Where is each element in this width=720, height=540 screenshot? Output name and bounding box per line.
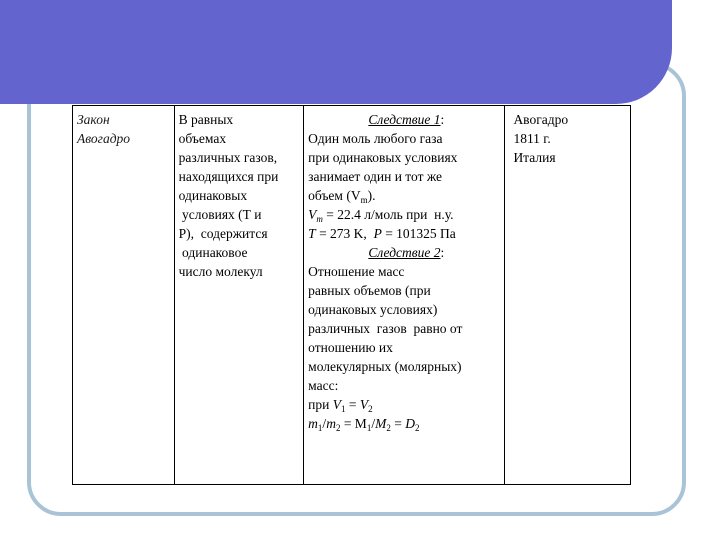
consequence-line: объем $(V_m)$.	[308, 188, 376, 205]
mass-ratio-formula: $m_1/m_2 = M_1/M_2 = D_2$	[308, 416, 420, 433]
consequence-line: масс:	[308, 378, 339, 393]
law-name-cell	[73, 106, 175, 484]
consequence-line: одинаковых условиях)	[308, 302, 438, 317]
consequence-line: отношению их	[308, 340, 393, 355]
law-statement-cell	[175, 106, 305, 484]
consequence-line: занимает один и тот же	[308, 169, 443, 184]
consequence-line: при одинаковых условиях	[308, 150, 458, 165]
consequence-2-title: Следствие 2:	[368, 245, 445, 260]
statement-line: В равных	[178, 112, 234, 127]
normal-conditions-line: T = 273 K, P = 101325 Па	[308, 226, 456, 241]
statement-line: число молекул	[178, 264, 263, 279]
statement-line: одинаковых	[178, 188, 248, 203]
discovery-info-cell	[505, 106, 630, 484]
consequence-line: Отношение масс	[308, 264, 405, 279]
consequence-line: Один моль любого газа	[308, 131, 443, 146]
avogadro-table	[72, 105, 631, 485]
consequences-cell	[304, 106, 505, 484]
title-bar	[0, 0, 672, 104]
author-name: Авогадро	[513, 112, 569, 127]
consequence-line: различных газов равно от	[308, 321, 463, 336]
statement-line: различных газов,	[178, 150, 278, 165]
statement-line: одинаковое	[178, 245, 248, 260]
consequence-line: молекулярных (молярных)	[308, 359, 462, 374]
consequence-line: равных объемов (при	[308, 283, 431, 298]
statement-line: объемах	[178, 131, 227, 146]
statement-line: Р), содержится	[178, 226, 268, 241]
statement-line: условиях (Т и	[178, 207, 262, 222]
law-name-line: Закон	[77, 112, 110, 127]
discovery-year: 1811 г.	[513, 131, 551, 146]
statement-line: находящихся при	[178, 169, 279, 184]
molar-volume-line: $V_m = 22.4$ л/моль при н.у.	[308, 207, 454, 224]
discovery-country: Италия	[513, 150, 556, 165]
law-name-line: Авогадро	[77, 131, 131, 146]
consequence-1-title: Следствие 1:	[368, 112, 445, 127]
equal-volumes-formula: при $V_1 = V_2$	[308, 397, 373, 414]
